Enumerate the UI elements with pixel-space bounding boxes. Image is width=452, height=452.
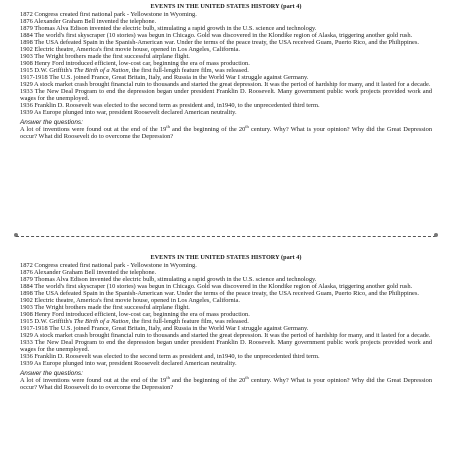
event-item: 1876 Alexander Graham Bell invented the telephone. — [20, 269, 157, 276]
event-item: 1902 Electric theatre, America's first movie house, opened in Los Angeles, California. — [20, 46, 240, 53]
event-item: 1903 The Wright brothers made the first successful airplane flight. — [20, 304, 190, 311]
event-item: 1908 Henry Ford introduced efficient, low-cost car, beginning the era of mass production. — [20, 60, 250, 67]
event-item: 1872 Congress created first national park - Yellowstone in Wyoming. — [20, 262, 197, 269]
event-item: 1903 The Wright brothers made the first successful airplane flight. — [20, 53, 190, 60]
event-item: 1939 As Europe plunged into war, president Roosevelt declared American neutrality. — [20, 109, 237, 116]
event-text: , the first full-length feature film, was released. — [128, 67, 249, 74]
event-text: , the first full-length feature film, was released. — [128, 318, 249, 325]
event-item — [20, 318, 432, 325]
event-item: 1908 Henry Ford introduced efficient, low-cost car, beginning the era of mass production. — [20, 311, 250, 318]
film-title: The Birth of a Nation — [73, 67, 129, 74]
cut-line-dot — [434, 233, 438, 237]
event-item: 1917-1918 The U.S. joined France, Great Britain, Italy, and Russia in the World War I struggle against Germany. — [20, 325, 309, 332]
event-text: 1915 D.W. Griffith's — [20, 67, 74, 74]
event-item: 1876 Alexander Graham Bell invented the telephone. — [20, 18, 157, 25]
worksheet-title: EVENTS IN THE UNITED STATES HISTORY (part 4) — [150, 254, 302, 261]
question-text: century. Why? What is your opinion? Why did the Great Depression occur? What did Roosevelt do to overcome the Depression? — [20, 377, 433, 392]
cut-line-divider — [16, 236, 436, 237]
question-text: and the beginning of the 20 — [169, 126, 246, 134]
event-item: 1929 A stock market crash brought financial ruin to thousands and started the great depression. It was the period of hardship for many, and it lasted for a decade. — [20, 81, 431, 88]
question-text: century. Why? What is your opinion? Why did the Great Depression occur? What did Roosevelt do to overcome the Depression? — [20, 126, 433, 141]
event-item: 1879 Thomas Alva Edison invented the electric bulb, stimulating a rapid growth in the U.S. science and technology. — [20, 276, 317, 283]
event-list — [20, 262, 432, 367]
event-item: 1884 The world's first skyscraper (10 stories) was begun in Chicago. Gold was discovered in the Klondike region of Alaska, triggering another gold rush. — [20, 283, 413, 290]
event-item — [20, 67, 432, 74]
film-title: The Birth of a Nation — [73, 318, 129, 325]
worksheet-copy-bottom — [20, 254, 432, 391]
questions-text — [20, 377, 432, 391]
questions-heading: Answer the questions: — [20, 119, 83, 126]
event-item: 1872 Congress created first national park - Yellowstone in Wyoming. — [20, 11, 197, 18]
ordinal-suffix: th — [245, 375, 249, 381]
ordinal-suffix: th — [166, 124, 170, 130]
event-item: 1884 The world's first skyscraper (10 stories) was begun in Chicago. Gold was discovered in the Klondike region of Alaska, triggering another gold rush. — [20, 32, 413, 39]
event-item: 1898 The USA defeated Spain in the Spanish-American war. Under the terms of the peace treaty, the USA received Guam, Puerto Rico, and the Philippines. — [20, 290, 419, 297]
ordinal-suffix: th — [245, 124, 249, 130]
event-item: 1929 A stock market crash brought financial ruin to thousands and started the great depression. It was the period of hardship for many, and it lasted for a decade. — [20, 332, 431, 339]
event-item: 1917-1918 The U.S. joined France, Great Britain, Italy, and Russia in the World War I struggle against Germany. — [20, 74, 309, 81]
questions-heading: Answer the questions: — [20, 370, 83, 377]
questions-text — [20, 126, 432, 140]
worksheet-title: EVENTS IN THE UNITED STATES HISTORY (part 4) — [150, 3, 302, 10]
event-item: 1933 The New Deal Program to end the depression began under president Franklin D. Roosevelt. Many government public work projects provided work and wages for the unemployed. — [20, 339, 432, 353]
question-text: and the beginning of the 20 — [169, 377, 246, 385]
event-item: 1933 The New Deal Program to end the depression began under president Franklin D. Roosevelt. Many government public work projects provided work and wages for the unemployed. — [20, 88, 432, 102]
event-text: 1915 D.W. Griffith's — [20, 318, 74, 325]
event-item: 1936 Franklin D. Roosevelt was elected to the second term as president and, in1940, to the unprecedented third term. — [20, 102, 320, 109]
event-item: 1936 Franklin D. Roosevelt was elected to the second term as president and, in1940, to the unprecedented third term. — [20, 353, 320, 360]
question-text: A lot of inventions were found out at the end of the 19 — [20, 126, 167, 134]
ordinal-suffix: th — [166, 375, 170, 381]
event-item: 1939 As Europe plunged into war, president Roosevelt declared American neutrality. — [20, 360, 237, 367]
event-item: 1902 Electric theatre, America's first movie house, opened in Los Angeles, California. — [20, 297, 240, 304]
event-list — [20, 11, 432, 116]
event-item: 1898 The USA defeated Spain in the Spanish-American war. Under the terms of the peace treaty, the USA received Guam, Puerto Rico, and the Philippines. — [20, 39, 419, 46]
question-text: A lot of inventions were found out at the end of the 19 — [20, 377, 167, 385]
worksheet-copy-top — [20, 3, 432, 140]
event-item: 1879 Thomas Alva Edison invented the electric bulb, stimulating a rapid growth in the U.S. science and technology. — [20, 25, 317, 32]
